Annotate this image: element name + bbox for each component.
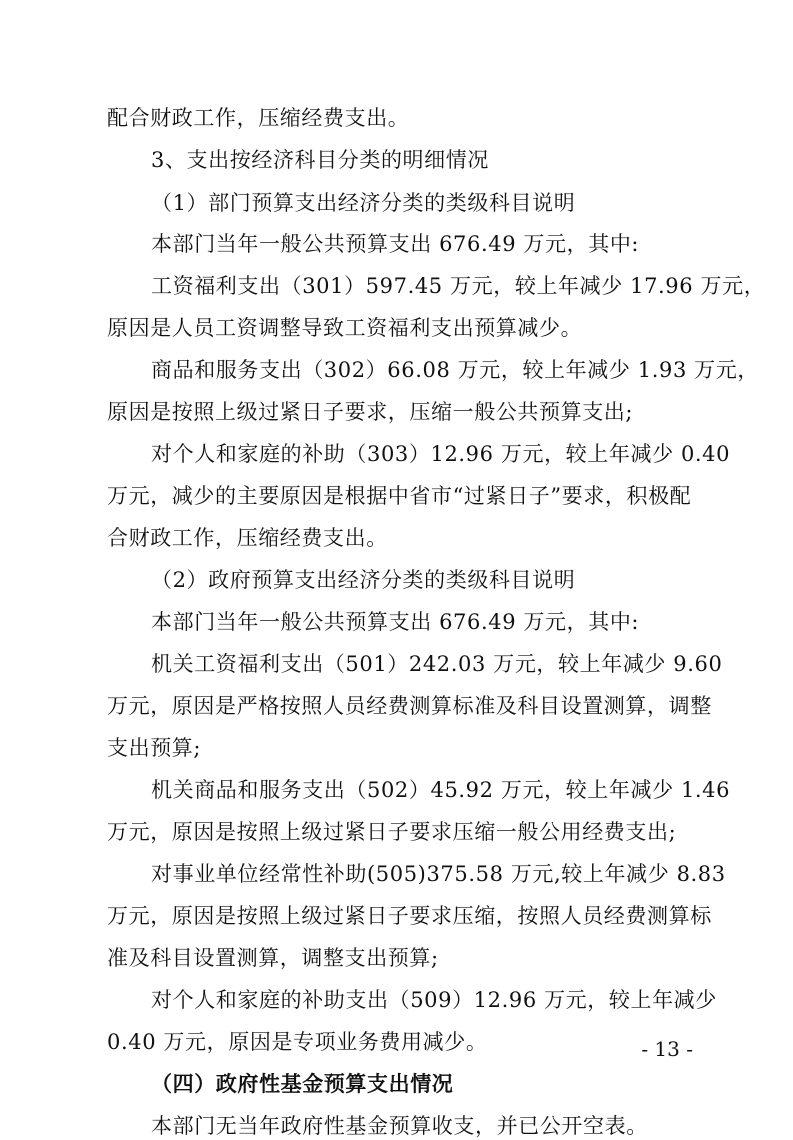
body-line-4: 本部门当年一般公共预算支出 676.49 万元，其中: — [151, 232, 640, 256]
section-heading-3: 3、支出按经济科目分类的明细情况 — [151, 148, 489, 172]
body-line-23: 0.40 万元，原因是专项业务费用减少。 — [107, 1030, 488, 1054]
page-number: - 13 - — [641, 1037, 693, 1061]
body-line-15: 万元，原因是严格按照人员经费测算标准及科目设置测算，调整 — [107, 694, 712, 718]
body-line-21: 准及科目设置测算，调整支出预算; — [107, 946, 439, 970]
body-line-18: 万元，原因是按照上级过紧日子要求压缩一般公用经费支出; — [107, 820, 677, 844]
subheading-2: （2）政府预算支出经济分类的类级科目说明 — [151, 568, 576, 592]
body-line-5: 工资福利支出（301）597.45 万元，较上年减少 17.96 万元， — [151, 274, 766, 298]
body-line-11: 合财政工作，压缩经费支出。 — [107, 526, 388, 550]
body-line-9: 对个人和家庭的补助（303）12.96 万元，较上年减少 0.40 — [151, 442, 731, 466]
body-line-19: 对事业单位经常性补助(505)375.58 万元,较上年减少 8.83 — [151, 862, 726, 886]
body-line-22: 对个人和家庭的补助支出（509）12.96 万元，较上年减少 — [151, 988, 717, 1012]
body-line-13: 本部门当年一般公共预算支出 676.49 万元，其中: — [151, 610, 640, 634]
body-line-6: 原因是人员工资调整导致工资福利支出预算减少。 — [107, 316, 583, 340]
body-line-16: 支出预算; — [107, 736, 202, 760]
body-line-7: 商品和服务支出（302）66.08 万元，较上年减少 1.93 万元， — [151, 358, 759, 382]
body-line-10: 万元，减少的主要原因是根据中省市“过紧日子”要求，积极配 — [107, 484, 692, 508]
body-line-8: 原因是按照上级过紧日子要求，压缩一般公共预算支出; — [107, 400, 634, 424]
body-line-25: 本部门无当年政府性基金预算收支，并已公开空表。 — [151, 1114, 648, 1138]
body-line-17: 机关商品和服务支出（502）45.92 万元，较上年减少 1.46 — [151, 778, 731, 802]
section-heading-4: （四）政府性基金预算支出情况 — [151, 1071, 454, 1096]
body-line-14: 机关工资福利支出（501）242.03 万元，较上年减少 9.60 — [151, 652, 723, 676]
body-line-1: 配合财政工作，压缩经费支出。 — [107, 106, 410, 130]
subheading-1: （1）部门预算支出经济分类的类级科目说明 — [151, 191, 576, 215]
body-line-20: 万元，原因是按照上级过紧日子要求压缩，按照人员经费测算标 — [107, 904, 712, 928]
